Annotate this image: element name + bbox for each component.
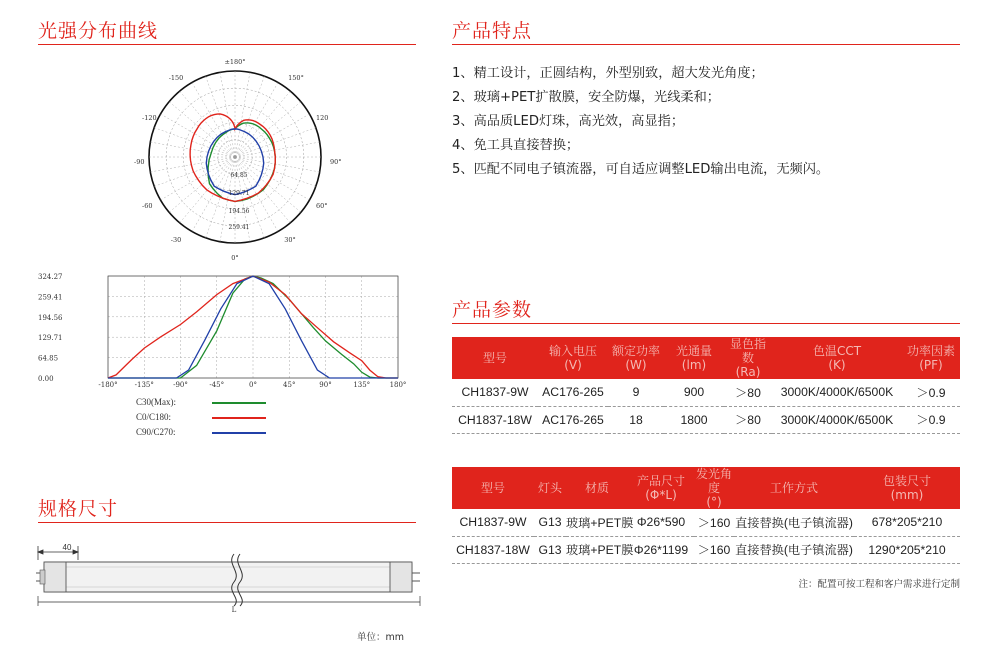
cell-mode: 直接替换(电子镇流器) xyxy=(734,509,854,536)
cell-cri: ＞80 xyxy=(724,379,772,406)
polar-angle-label: -150 xyxy=(168,74,184,82)
cell-size: Φ26*1199 xyxy=(628,536,694,563)
header-cct: 色温CCT (K) xyxy=(772,337,902,379)
dimension-line-length xyxy=(38,596,420,606)
polar-angle-label: 0° xyxy=(231,254,239,262)
header-working-mode: 工作方式 xyxy=(734,467,854,509)
legend-line-c0 xyxy=(212,417,266,419)
polar-diagram xyxy=(134,58,342,265)
cell-package: 678*205*210 xyxy=(854,509,960,536)
feature-item: 4、免工具直接替换； xyxy=(452,138,580,153)
params-table-electrical xyxy=(452,337,960,434)
header-beam-angle: 发光角度 (°) xyxy=(695,467,732,509)
x-tick-label: 180° xyxy=(389,381,407,389)
series-line-1 xyxy=(108,276,398,378)
table-row xyxy=(452,406,960,433)
y-tick-label: 324.27 xyxy=(38,273,63,281)
polar-angle-label: -60 xyxy=(142,202,153,210)
feature-item: 5、匹配不同电子镇流器，可自适应调整LED输出电流，无频闪。 xyxy=(452,162,830,177)
polar-angle-label: 90° xyxy=(330,158,342,166)
feature-item: 1、精工设计，正圆结构，外型别致，超大发光角度； xyxy=(452,66,764,81)
polar-radial-label: 194.56 xyxy=(228,208,250,215)
x-tick-label: 90° xyxy=(319,381,332,389)
polar-angle-label: 60° xyxy=(316,202,328,210)
legend-label-c30: C30(Max): xyxy=(136,397,176,407)
tube-dimension-drawing xyxy=(30,540,430,620)
cell-voltage: AC176-265 xyxy=(538,379,608,406)
x-tick-label: 135° xyxy=(353,381,371,389)
table-row xyxy=(452,379,960,406)
chart-series xyxy=(108,276,398,378)
polar-angle-label: 30° xyxy=(284,236,296,244)
y-tick-label: 129.71 xyxy=(38,334,63,343)
params-table-physical xyxy=(452,467,960,564)
header-cri: 显色指数 (Ra) xyxy=(724,337,772,379)
light-distribution-chart xyxy=(30,268,415,390)
polar-grid xyxy=(149,71,321,243)
polar-angle-label: -120 xyxy=(142,114,157,122)
header-power-factor: 功率因素 (PF) xyxy=(902,337,960,379)
header-rated-power: 额定功率 (W) xyxy=(608,337,664,379)
features-rule xyxy=(452,44,960,45)
customization-note: 注：配置可按工程和客户需求进行定制 xyxy=(798,579,960,590)
chart-grid xyxy=(108,276,398,378)
table-row xyxy=(452,509,960,536)
series-line-0 xyxy=(108,276,398,378)
header-material: 材质 xyxy=(566,467,628,509)
y-tick-label: 0.00 xyxy=(38,375,54,383)
header-model: 型号 xyxy=(452,467,534,509)
x-tick-label: -45° xyxy=(209,381,225,389)
cell-angle: ＞160 xyxy=(694,509,734,536)
cell-base: G13 xyxy=(534,536,566,563)
cell-voltage: AC176-265 xyxy=(538,406,608,433)
y-tick-label: 259.41 xyxy=(38,293,63,302)
polar-angle-label: ±180° xyxy=(224,58,246,66)
cell-cri: ＞80 xyxy=(724,406,772,433)
cell-flux: 1800 xyxy=(664,406,724,433)
cell-angle: ＞160 xyxy=(694,536,734,563)
cell-cct: 3000K/4000K/6500K xyxy=(772,379,902,406)
features-title: 产品特点 xyxy=(452,20,533,42)
cell-base: G13 xyxy=(534,509,566,536)
polar-radial-label: 129.71 xyxy=(228,190,250,197)
light-distribution-rule xyxy=(38,44,416,45)
cell-flux: 900 xyxy=(664,379,724,406)
x-tick-label: 0° xyxy=(249,381,257,389)
cell-model: CH1837-18W xyxy=(452,536,534,563)
dimension-label-40: 40 xyxy=(62,543,72,552)
header-product-size: 产品尺寸 (Φ*L) xyxy=(628,467,694,509)
cell-material: 玻璃+PET膜 xyxy=(566,509,628,536)
tube-body xyxy=(36,562,420,592)
dimensions-title: 规格尺寸 xyxy=(38,498,119,520)
legend-label-c90: C90/C270: xyxy=(136,427,176,437)
polar-angle-label: -30 xyxy=(170,236,182,244)
cell-model: CH1837-18W xyxy=(452,406,538,433)
table-row xyxy=(452,536,960,563)
x-tick-label: -135° xyxy=(134,381,154,389)
cell-pf: ＞0.9 xyxy=(902,406,960,433)
cell-package: 1290*205*210 xyxy=(854,536,960,563)
legend-line-c90 xyxy=(212,432,266,434)
plot-frame xyxy=(108,276,398,378)
dimensions-rule xyxy=(38,522,416,523)
cell-pf: ＞0.9 xyxy=(902,379,960,406)
cell-model: CH1837-9W xyxy=(452,509,534,536)
legend-line-c30 xyxy=(212,402,266,404)
cell-size: Φ26*590 xyxy=(628,509,694,536)
table-header-row xyxy=(452,337,960,379)
feature-item: 3、高品质LED灯珠，高光效，高显指； xyxy=(452,114,685,129)
feature-item: 2、玻璃+PET扩散膜，安全防爆，光线柔和； xyxy=(452,90,720,105)
light-distribution-title: 光强分布曲线 xyxy=(38,20,159,42)
cell-power: 18 xyxy=(608,406,664,433)
header-model: 型号 xyxy=(452,337,538,379)
x-tick-label: -180° xyxy=(98,381,118,389)
dimension-line-40 xyxy=(38,546,78,560)
cell-mode: 直接替换(电子镇流器) xyxy=(734,536,854,563)
polar-angle-label: 150° xyxy=(288,74,304,82)
header-lamp-base: 灯头 xyxy=(534,467,566,509)
polar-radial-label: 259.41 xyxy=(228,224,250,231)
x-tick-label: -90° xyxy=(173,381,188,389)
cell-cct: 3000K/4000K/6500K xyxy=(772,406,902,433)
polar-angle-label: -90 xyxy=(134,158,145,166)
legend-label-c0: C0/C180: xyxy=(136,412,172,422)
y-tick-label: 64.85 xyxy=(38,354,59,363)
cell-model: CH1837-9W xyxy=(452,379,538,406)
header-package-size: 包装尺寸 (mm) xyxy=(854,467,960,509)
series-line-2 xyxy=(108,276,398,378)
table-header-row xyxy=(452,467,960,509)
header-input-voltage: 输入电压 (V) xyxy=(538,337,608,379)
params-title: 产品参数 xyxy=(452,299,533,321)
cell-power: 9 xyxy=(608,379,664,406)
dimension-label-length: L xyxy=(231,606,237,614)
cell-material: 玻璃+PET膜 xyxy=(566,536,628,563)
polar-angle-label: 120 xyxy=(316,114,329,122)
features-list xyxy=(452,62,972,182)
y-tick-label: 194.56 xyxy=(38,313,63,322)
x-tick-label: 45° xyxy=(283,381,296,389)
unit-label: 单位：mm xyxy=(357,632,405,643)
polar-radial-label: 64.85 xyxy=(230,172,248,179)
params-rule xyxy=(452,323,960,324)
header-luminous-flux: 光通量 (lm) xyxy=(664,337,724,379)
